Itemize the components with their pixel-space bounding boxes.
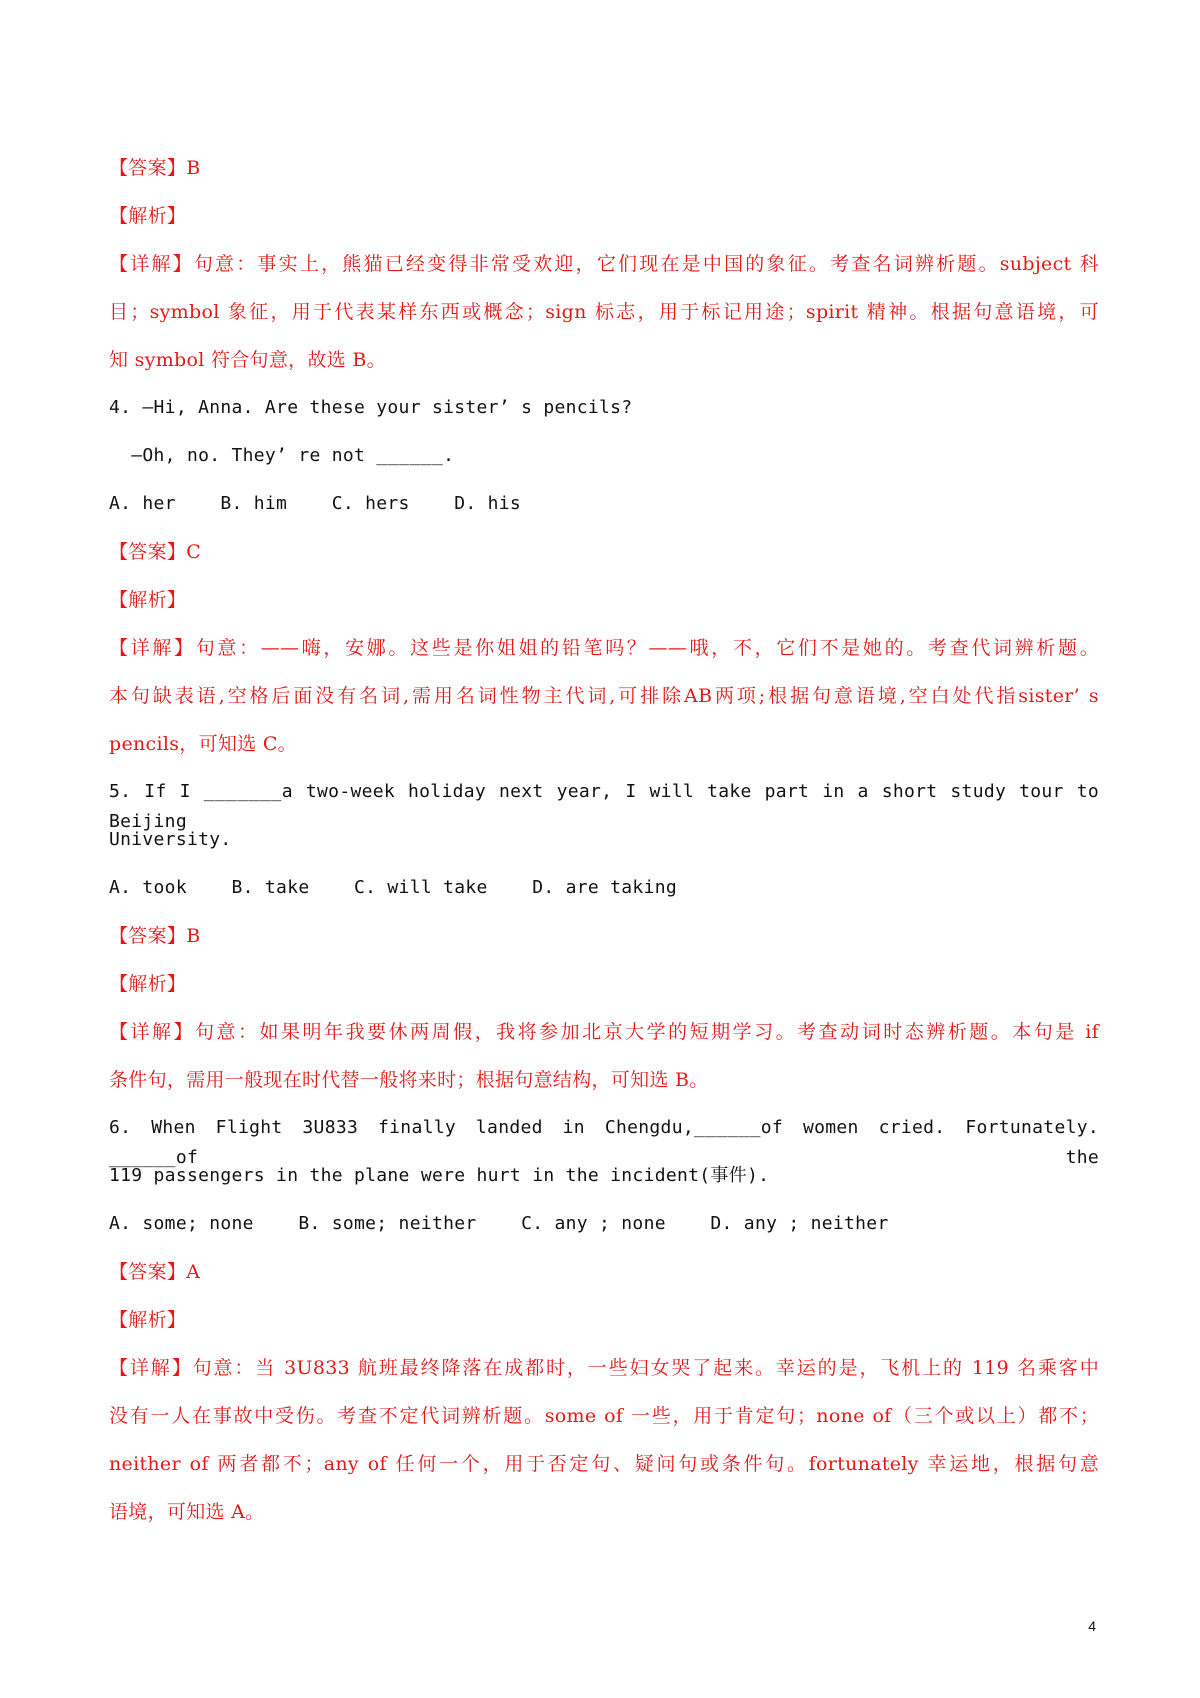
question-options: A. some; none B. some; neither C. any ; none D. any ; neither (109, 1213, 889, 1234)
detail-label: 【详解】 (109, 1357, 193, 1379)
question-stem-line: University. (109, 829, 232, 850)
answer-line (109, 537, 1099, 567)
detail-line: 【详解】句意：当 3U833 航班最终降落在成都时，一些妇女哭了起来。幸运的是，飞机上的 119 名乘客中 (109, 1357, 1099, 1379)
detail-line: 没有一人在事故中受伤。考查不定代词辨析题。some of 一些，用于肯定句；none of（三个或以上）都不； (109, 1405, 1099, 1427)
question-stem-line: 119 passengers in the plane were hurt in the incident(事件). (109, 1165, 770, 1186)
detail-line: 目；symbol 象征，用于代表某样东西或概念；sign 标志，用于标记用途；spirit 精神。根据句意语境，可 (109, 301, 1099, 323)
answer-line (109, 153, 1099, 183)
answer-value: B (186, 925, 201, 947)
analysis-label: 【解析】 (109, 589, 187, 611)
answer-line (109, 921, 1099, 951)
answer-line (109, 1257, 1099, 1287)
detail-line: 语境，可知选 A。 (109, 1501, 265, 1523)
answer-label: 【答案】 (109, 157, 187, 179)
answer-value: C (186, 541, 202, 563)
detail-line: 知 symbol 符合句意，故选 B。 (109, 349, 386, 371)
detail-line: neither of 两者都不；any of 任何一个，用于否定句、疑问句或条件句。fortunately 幸运地，根据句意 (109, 1453, 1099, 1475)
answer-label: 【答案】 (109, 1261, 187, 1283)
detail-line: 条件句，需用一般现在时代替一般将来时；根据句意结构，可知选 B。 (109, 1069, 709, 1091)
detail-label: 【详解】 (109, 1021, 196, 1043)
answer-value: A (186, 1261, 201, 1283)
question-stem: 4. —Hi, Anna. Are these your sister’ s pencils? (109, 397, 633, 418)
detail-line: 本句缺表语,空格后面没有名词,需用名词性物主代词,可排除AB两项;根据句意语境,空白处代指sister’ s (109, 685, 1099, 707)
question-stem: 5. If I _______a two-week holiday next year, I will take part in a short study tour to Beijing (109, 781, 1099, 832)
question-stem-line: —Oh, no. They’ re not ______. (109, 445, 455, 466)
detail-label: 【详解】 (109, 253, 194, 275)
answer-value: B (186, 157, 201, 179)
analysis-label: 【解析】 (109, 973, 187, 995)
analysis-label: 【解析】 (109, 205, 187, 227)
page-number: 4 (1088, 1618, 1096, 1634)
question-options: A. took B. take C. will take D. are taking (109, 877, 677, 898)
analysis-label: 【解析】 (109, 1309, 187, 1331)
detail-line: 【详解】句意：事实上，熊猫已经变得非常受欢迎，它们现在是中国的象征。考查名词辨析题。subject 科 (109, 253, 1100, 275)
detail-label: 【详解】 (109, 637, 196, 659)
detail-line: 【详解】句意：如果明年我要休两周假，我将参加北京大学的短期学习。考查动词时态辨析题。本句是 if (109, 1021, 1099, 1043)
question-options: A. her B. him C. hers D. his (109, 493, 522, 514)
detail-line: 【详解】句意：——嗨，安娜。这些是你姐姐的铅笔吗？——哦，不，它们不是她的。考查代词辨析题。 (109, 637, 1100, 659)
detail-line: pencils，可知选 C。 (109, 733, 297, 755)
question-stem: 6. When Flight 3U833 finally landed in Chengdu,______of women cried. Fortunately. ______of the (109, 1117, 1099, 1168)
answer-label: 【答案】 (109, 925, 187, 947)
answer-label: 【答案】 (109, 541, 187, 563)
